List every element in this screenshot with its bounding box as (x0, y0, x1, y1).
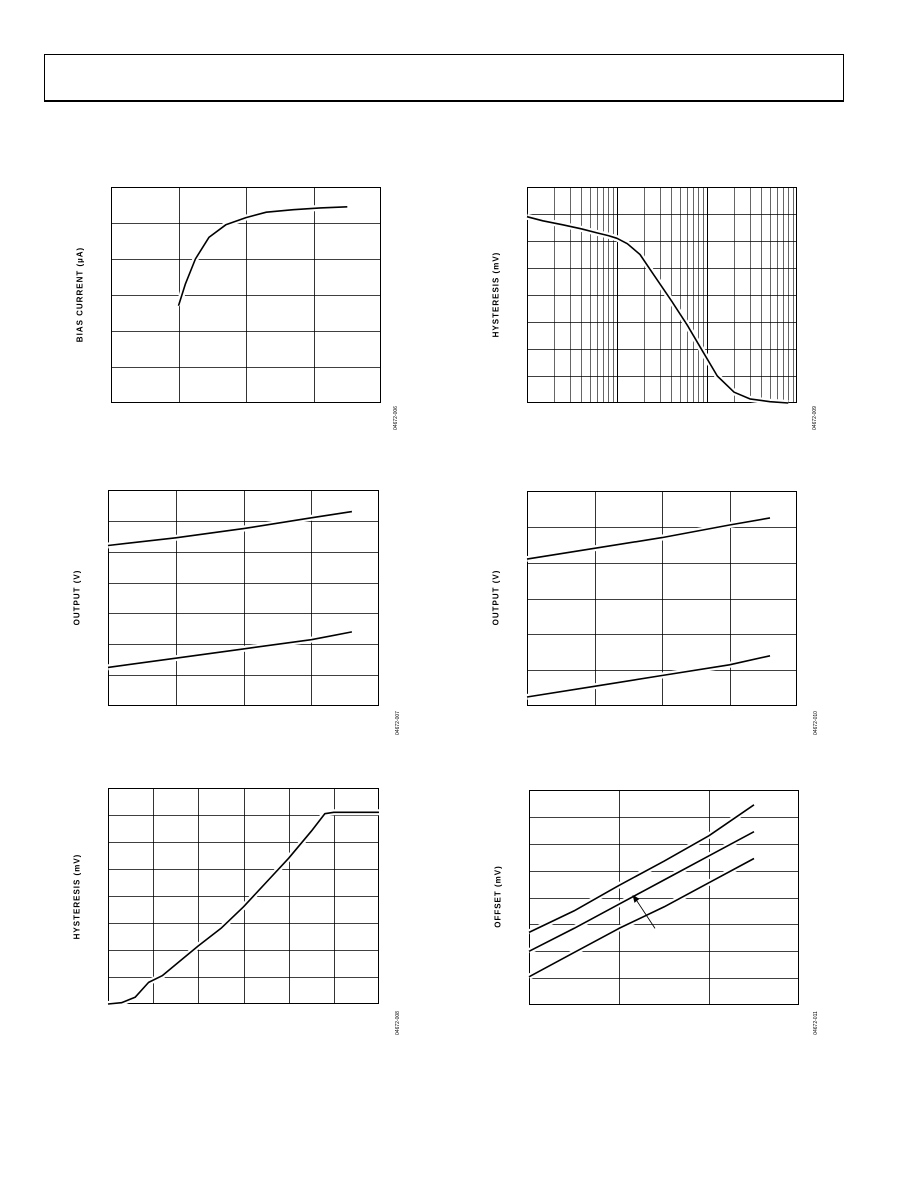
chart-hysteresis-log (527, 187, 797, 403)
chart-bias-current (111, 187, 381, 403)
figure-code: 04672-007 (395, 711, 401, 735)
figure-code: 04672-010 (813, 711, 819, 735)
plot-area (111, 187, 381, 403)
plot-area (108, 788, 379, 1004)
series-line-0 (527, 217, 788, 403)
y-axis-label: BIAS CURRENT (µA) (75, 246, 85, 343)
series-halo (529, 805, 754, 933)
series-line-0 (179, 207, 348, 306)
y-axis-label: OUTPUT (V) (491, 569, 501, 626)
plot-frame (528, 188, 797, 403)
series-halo (108, 812, 379, 1004)
figure-code: 04672-008 (395, 1011, 401, 1035)
series-halo (179, 207, 348, 306)
figure-code: 04672-009 (812, 406, 818, 430)
series-halo (527, 217, 788, 403)
plot-area (527, 491, 797, 706)
figure-code: 04672-006 (393, 406, 399, 430)
y-axis-label: HYSTERESIS (mV) (491, 251, 501, 338)
plot-area (529, 790, 799, 1005)
plot-area (108, 490, 379, 706)
chart-hysteresis-linear (108, 788, 379, 1004)
figure-code: 04672-011 (813, 1011, 819, 1035)
header-box (44, 54, 844, 102)
chart-offset (529, 790, 799, 1005)
series-line-1 (529, 832, 754, 952)
plot-area (527, 187, 797, 403)
chart-output-2 (527, 491, 797, 706)
y-axis-label: HYSTERESIS (mV) (72, 853, 82, 940)
plot-frame (109, 789, 379, 1004)
plot-frame (530, 791, 799, 1005)
y-axis-label: OUTPUT (V) (72, 569, 82, 626)
plot-frame (109, 491, 379, 706)
y-axis-label: OFFSET (mV) (493, 865, 503, 928)
chart-output-1 (108, 490, 379, 706)
